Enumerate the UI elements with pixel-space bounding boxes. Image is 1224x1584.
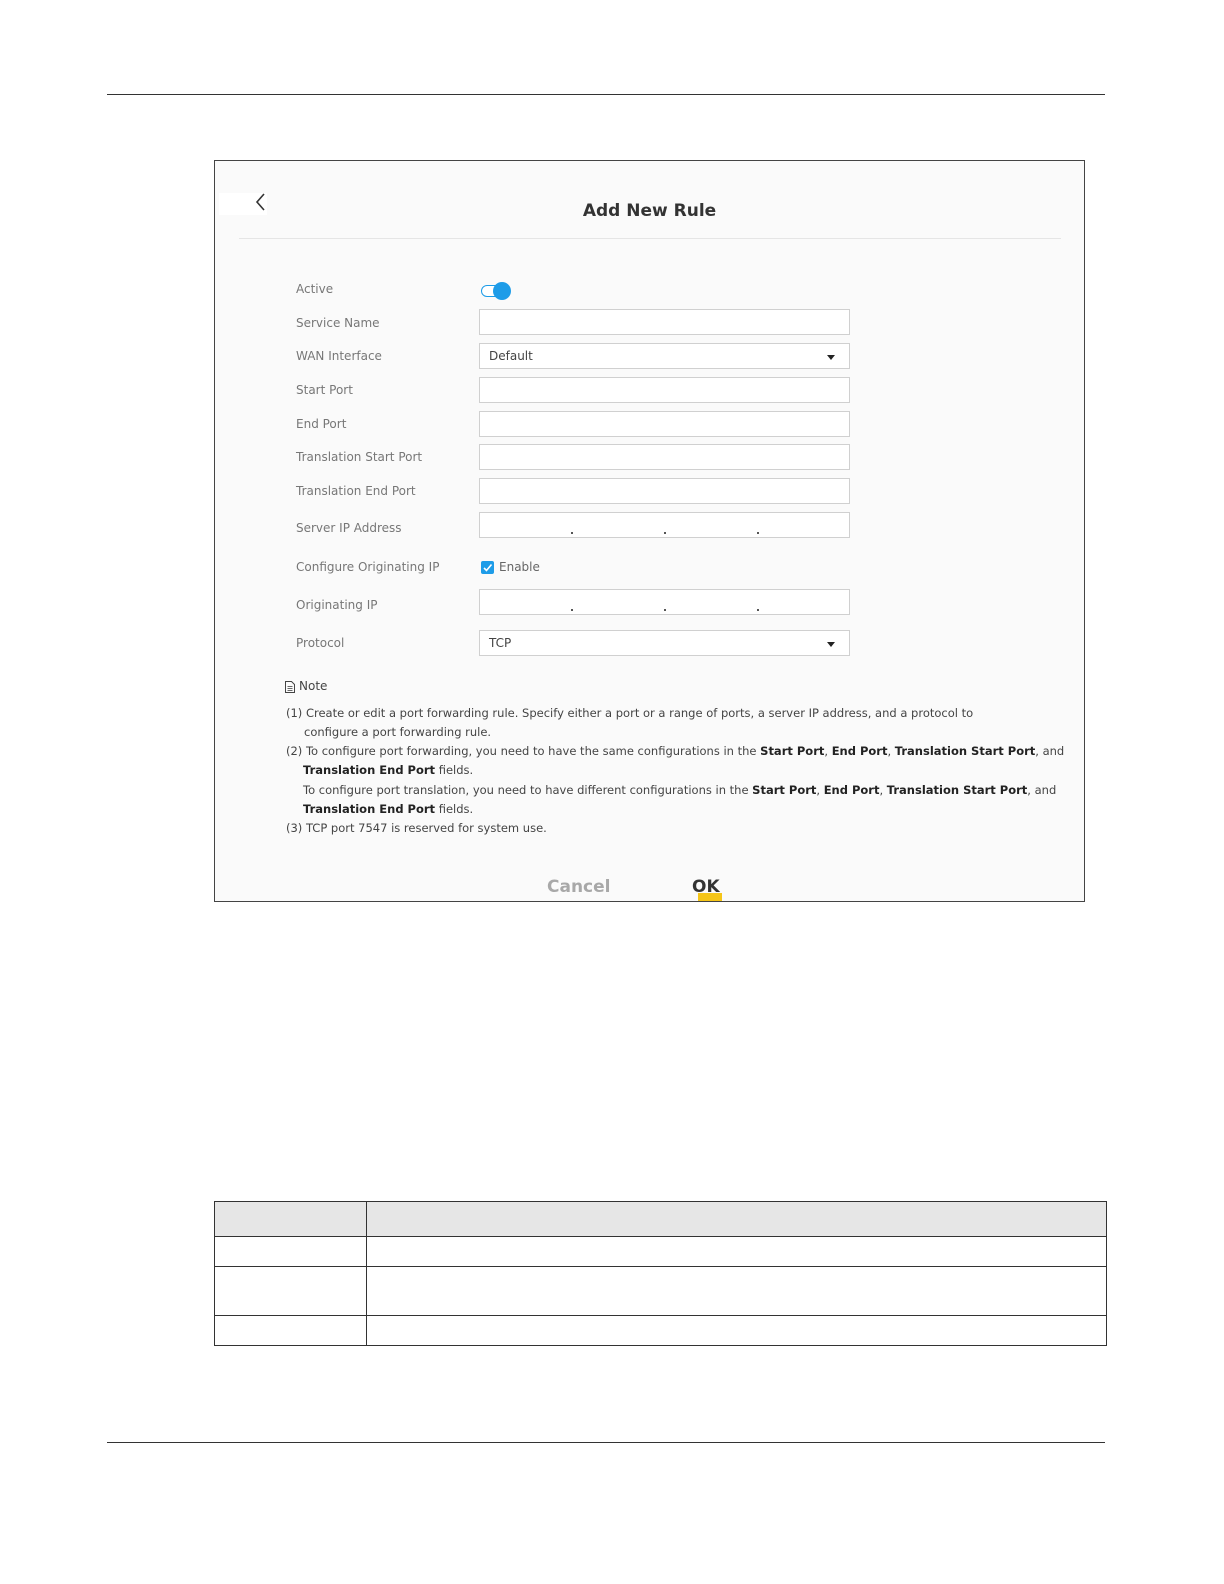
protocol-select[interactable] <box>479 630 850 656</box>
translation-start-port-term: Translation Start Port <box>886 783 1028 797</box>
server-ip-input[interactable] <box>479 512 850 538</box>
originating-ip-label: Originating IP <box>296 598 378 612</box>
dropdown-caret-icon <box>827 642 835 647</box>
start-port-label: Start Port <box>296 383 353 397</box>
title-divider <box>239 238 1061 239</box>
dropdown-caret-icon <box>827 355 835 360</box>
table-cell <box>215 1237 367 1267</box>
start-port-term: Start Port <box>752 783 817 797</box>
table-cell <box>367 1267 1107 1316</box>
ip-octet-separator <box>757 609 759 611</box>
note-line-3-text: To configure port translation, you need to have different configurations in the <box>303 783 753 797</box>
table-cell <box>367 1202 1107 1237</box>
table-cell <box>367 1316 1107 1346</box>
ip-octet-separator <box>664 532 666 534</box>
note-line-1b: configure a port forwarding rule. <box>304 725 492 739</box>
translation-end-port-input[interactable] <box>479 478 850 504</box>
protocol-value: TCP <box>489 636 512 650</box>
start-port-term: Start Port <box>760 744 825 758</box>
wan-interface-label: WAN Interface <box>296 349 382 363</box>
ip-octet-separator <box>664 609 666 611</box>
ok-button[interactable]: OK <box>692 877 720 897</box>
ip-octet-separator <box>571 532 573 534</box>
add-new-rule-screen <box>214 160 1085 902</box>
description-table <box>214 1201 1107 1346</box>
configure-originating-ip-label: Configure Originating IP <box>296 560 440 574</box>
wan-interface-select[interactable] <box>479 343 850 369</box>
translation-start-port-input[interactable] <box>479 444 850 470</box>
server-ip-label: Server IP Address <box>296 521 402 535</box>
end-port-term: End Port <box>823 783 880 797</box>
and-text: , and <box>1035 744 1065 758</box>
note-heading: Note <box>299 679 328 693</box>
note-line-1: (1) Create or edit a port forwarding rule. Specify either a port or a range of ports, a server IP address, and a protocol to <box>286 706 974 720</box>
table-cell <box>367 1237 1107 1267</box>
ip-octet-separator <box>757 532 759 534</box>
end-port-input[interactable] <box>479 411 850 437</box>
separator: , <box>879 783 887 797</box>
cancel-button[interactable]: Cancel <box>547 877 611 897</box>
separator: , <box>824 744 832 758</box>
translation-start-port-term: Translation Start Port <box>894 744 1036 758</box>
table-row <box>215 1237 1107 1267</box>
table-row <box>215 1316 1107 1346</box>
note-line-3 <box>303 783 1056 797</box>
separator: , <box>816 783 824 797</box>
table-row <box>215 1267 1107 1316</box>
table-header-row <box>215 1202 1107 1237</box>
table-cell <box>215 1267 367 1316</box>
wan-interface-value: Default <box>489 349 533 363</box>
header-rule <box>107 94 1105 95</box>
active-label: Active <box>296 282 334 296</box>
enable-checkbox-label: Enable <box>499 560 540 574</box>
end-port-term: End Port <box>831 744 888 758</box>
protocol-label: Protocol <box>296 636 345 650</box>
note-line-3b <box>303 802 473 816</box>
note-icon <box>285 681 295 693</box>
note-line-2 <box>286 744 1064 758</box>
table-cell <box>215 1316 367 1346</box>
page-title: Add New Rule <box>582 201 717 221</box>
start-port-input[interactable] <box>479 377 850 403</box>
enable-checkbox[interactable] <box>481 561 494 574</box>
note-line-4: (3) TCP port 7547 is reserved for system use. <box>286 821 547 835</box>
separator: , <box>887 744 895 758</box>
ip-octet-separator <box>571 609 573 611</box>
note-line-2-text: (2) To configure port forwarding, you need to have the same configurations in the <box>286 744 761 758</box>
note-line-2b <box>303 763 473 777</box>
translation-start-port-label: Translation Start Port <box>296 450 423 464</box>
active-toggle[interactable] <box>481 282 511 300</box>
fields-text: fields. <box>435 802 474 816</box>
translation-end-port-term: Translation End Port <box>303 763 436 777</box>
and-text: , and <box>1027 783 1057 797</box>
service-name-input[interactable] <box>479 309 850 335</box>
service-name-label: Service Name <box>296 316 380 330</box>
footer-rule <box>107 1442 1105 1443</box>
table-cell <box>215 1202 367 1237</box>
toggle-knob <box>493 282 511 300</box>
originating-ip-input[interactable] <box>479 589 850 615</box>
translation-end-port-label: Translation End Port <box>296 484 416 498</box>
end-port-label: End Port <box>296 417 347 431</box>
translation-end-port-term: Translation End Port <box>303 802 436 816</box>
fields-text: fields. <box>435 763 474 777</box>
